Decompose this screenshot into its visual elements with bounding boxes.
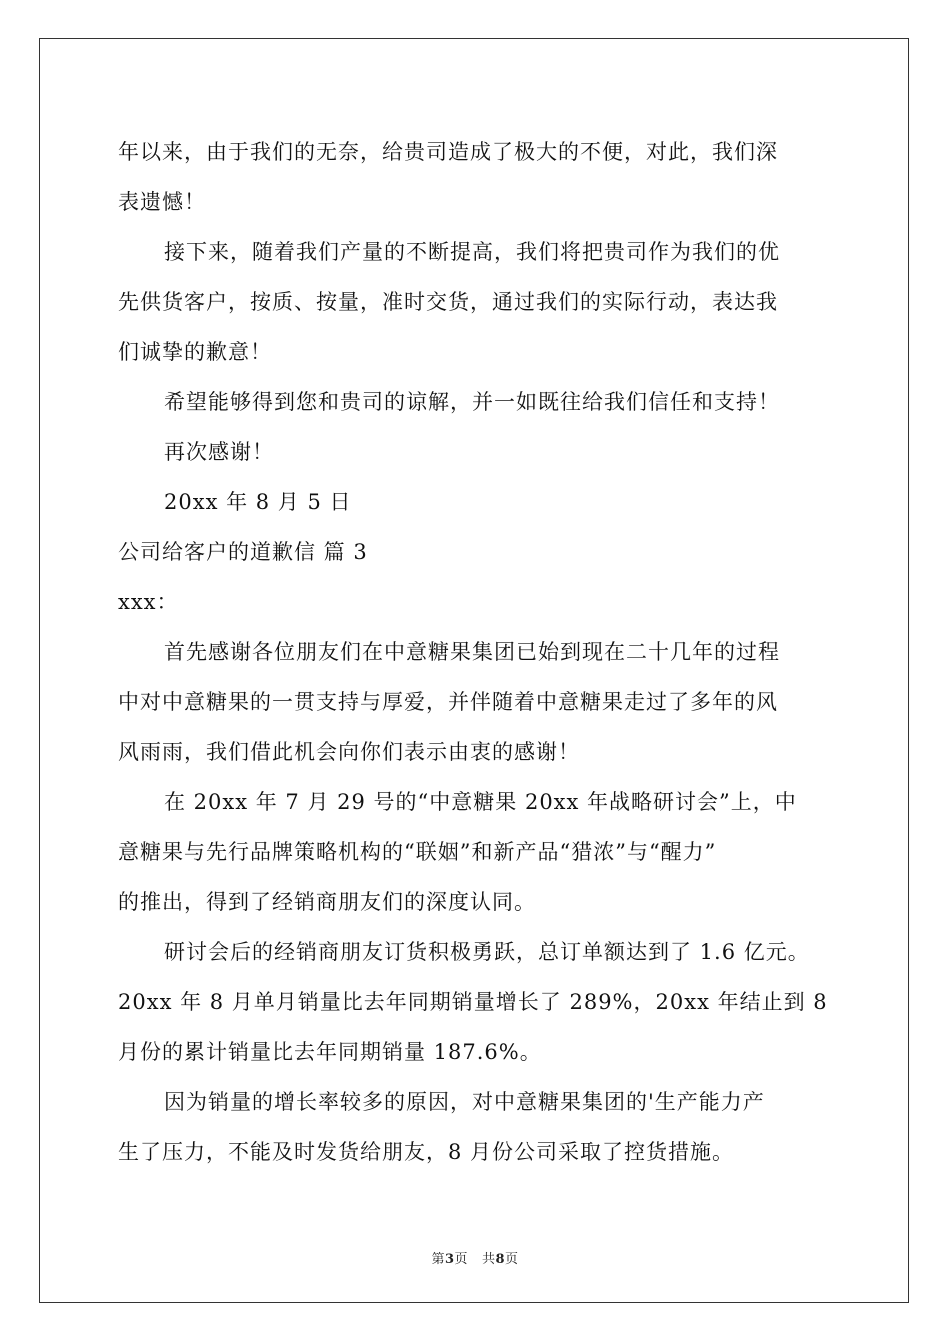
total-unit: 页	[505, 1252, 519, 1267]
text-line: 因为销量的增长率较多的原因，对中意糖果集团的'生产能力产	[164, 1090, 765, 1114]
text-line: 再次感谢！	[164, 440, 274, 464]
page-footer	[0, 1248, 950, 1267]
text-line: 首先感谢各位朋友们在中意糖果集团已始到现在二十几年的过程	[164, 640, 780, 664]
text-line: 接下来，随着我们产量的不断提高，我们将把贵司作为我们的优	[164, 240, 780, 264]
text-line: 20xx 年 8 月单月销量比去年同期销量增长了 289%，20xx 年结止到 8	[118, 990, 828, 1014]
text-line: 研讨会后的经销商朋友订货积极勇跃，总订单额达到了 1.6 亿元。	[164, 940, 810, 964]
text-line: 月份的累计销量比去年同期销量 187.6%。	[118, 1040, 542, 1064]
text-line: 年以来，由于我们的无奈，给贵司造成了极大的不便，对此，我们深	[118, 140, 778, 164]
page-unit: 页	[454, 1252, 469, 1267]
text-line: 的推出，得到了经销商朋友们的深度认同。	[118, 890, 536, 914]
page-current-number: 3	[444, 1252, 455, 1267]
text-line: 希望能够得到您和贵司的谅解，并一如既往给我们信任和支持！	[164, 390, 780, 414]
text-line: 生了压力，不能及时发货给朋友，8 月份公司采取了控货措施。	[118, 1140, 735, 1164]
section-heading: 公司给客户的道歉信 篇 3	[118, 540, 368, 564]
date-line: 20xx 年 8 月 5 日	[164, 490, 352, 514]
total-prefix: 共	[481, 1252, 496, 1267]
text-line: 在 20xx 年 7 月 29 号的“中意糖果 20xx 年战略研讨会”上，中	[164, 790, 797, 814]
document-body	[118, 127, 838, 1177]
text-line: 风雨雨，我们借此机会向你们表示由衷的感谢！	[118, 740, 580, 764]
text-line: 们诚挚的歉意！	[118, 340, 272, 364]
text-line: 意糖果与先行品牌策略机构的“联姻”和新产品“猎浓”与“醒力”	[118, 840, 717, 864]
text-line: 中对中意糖果的一贯支持与厚爱，并伴随着中意糖果走过了多年的风	[118, 690, 778, 714]
salutation: xxx：	[118, 590, 179, 614]
page-total-number: 8	[495, 1252, 506, 1267]
page-prefix: 第	[431, 1252, 445, 1267]
text-line: 先供货客户，按质、按量，准时交货，通过我们的实际行动，表达我	[118, 290, 778, 314]
text-line: 表遗憾！	[118, 190, 206, 214]
